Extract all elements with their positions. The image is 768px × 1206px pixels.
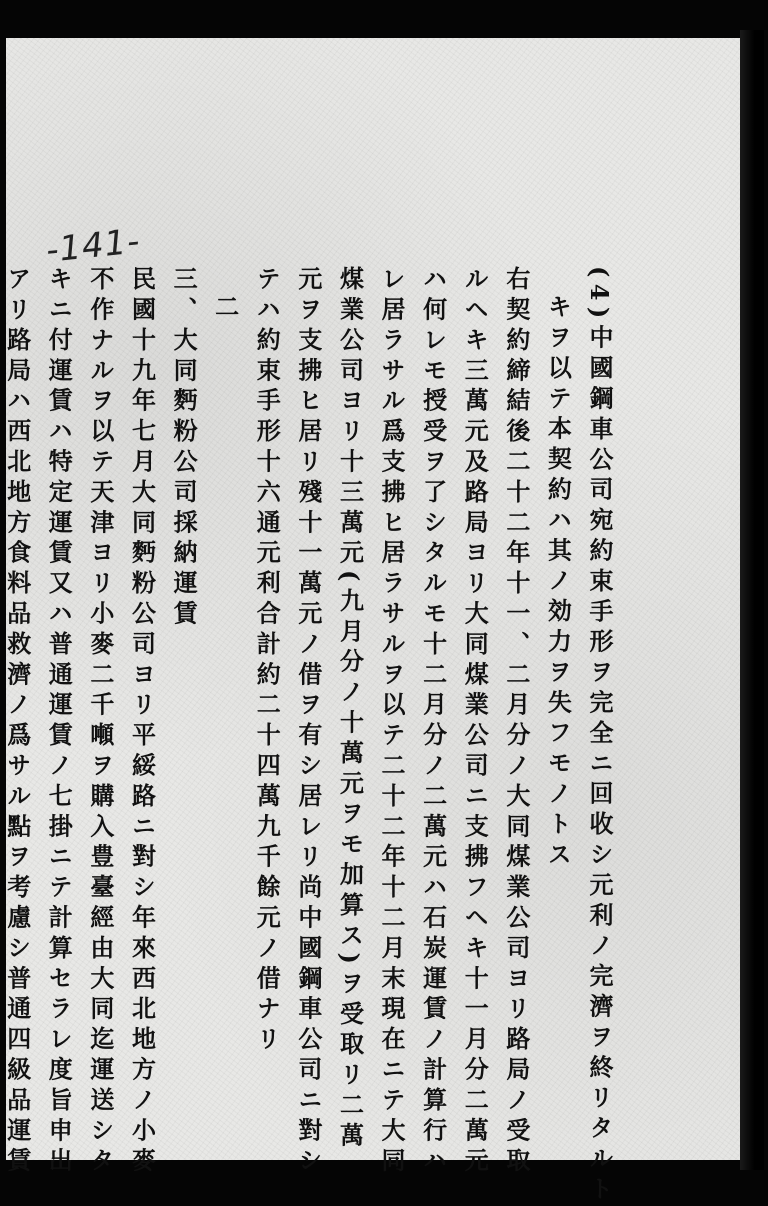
text-column: アリ路局ハ西北地方食料品救濟ノ爲サル點ヲ考慮シ普通四級品運賃 bbox=[2, 266, 32, 1178]
page-number: -141- bbox=[44, 221, 143, 271]
text-column: 元ヲ支拂ヒ居リ殘十一萬元ノ借ヲ有シ居レリ尚中國鋼車公司ニ對シ bbox=[293, 266, 323, 1178]
text-column: (4)中國鋼車公司宛約束手形ヲ完全ニ回收シ元利ノ完濟ヲ終リタルト bbox=[585, 266, 614, 1206]
text-column: 右契約締結後二十二年十一、二月分ノ大同煤業公司ヨリ路局ノ受取 bbox=[501, 266, 531, 1178]
text-column: テハ約束手形十六通元利合計約二十四萬九千餘元ノ借ナリ bbox=[252, 266, 282, 1057]
text-column: 不作ナルヲ以テ天津ヨリ小麥二千噸ヲ購入豊臺經由大同迄運送シタ bbox=[85, 266, 115, 1178]
text-column: 二 bbox=[210, 294, 240, 325]
text-column: 三、大同麪粉公司採納運賃 bbox=[169, 266, 199, 631]
text-column: ルヘキ三萬元及路局ヨリ大同煤業公司ニ支拂フヘキ十一月分二萬元 bbox=[460, 266, 490, 1178]
vertical-text-block bbox=[0, 266, 620, 1206]
text-column: ハ何レモ授受ヲ了シタルモ十二月分ノ二萬元ハ石炭運賃ノ計算行ハ bbox=[418, 266, 448, 1178]
text-column: レ居ラサル爲支拂ヒ居ラサルヲ以テ二十二年十二月末現在ニテ大同 bbox=[377, 266, 407, 1178]
text-column: 煤業公司ヨリ十三萬元(九月分ノ十萬元ヲモ加算ス)ヲ受取リ二萬 bbox=[335, 266, 365, 1153]
document-page bbox=[2, 38, 748, 1206]
text-column: キヲ以テ本契約ハ其ノ効力ヲ失フモノトス bbox=[543, 294, 573, 872]
text-column: 民國十九年七月大同麪粉公司ヨリ平綏路ニ對シ年來西北地方ノ小麥 bbox=[127, 266, 157, 1178]
text-column: キニ付運賃ハ特定運賃又ハ普通運賃ノ七掛ニテ計算セラレ度旨申出 bbox=[44, 266, 74, 1178]
book-gutter bbox=[740, 30, 764, 1170]
